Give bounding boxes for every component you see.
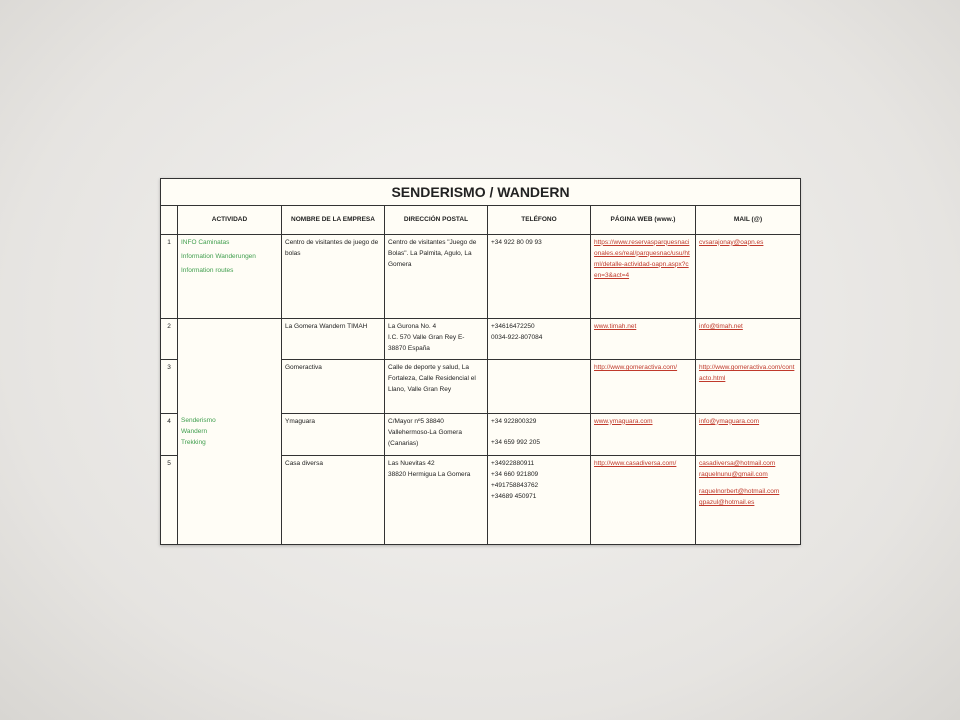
mail-link[interactable]: casadiversa@hotmail.com [699, 459, 776, 467]
header-nombre: NOMBRE DE LA EMPRESA [282, 206, 385, 234]
telefono-cell [488, 359, 591, 413]
mail-cell [696, 318, 801, 359]
actividad-cell [178, 234, 282, 318]
table-row [161, 318, 801, 359]
nombre-cell: Ymaguara [282, 413, 385, 455]
telefono-line: +34 659 992 205 [491, 438, 540, 446]
header-mail: MAIL (@) [696, 206, 801, 234]
nombre-cell: Gomeractiva [282, 359, 385, 413]
mail-link[interactable]: gpazul@hotmail.es [699, 498, 755, 506]
mail-link[interactable]: info@ymaguara.com [699, 417, 760, 425]
nombre-cell: La Gomera Wandern TIMAH [282, 318, 385, 359]
actividad-line: Senderismo [181, 416, 216, 424]
web-link[interactable]: www.ymaguara.com [594, 417, 653, 425]
actividad-line: Information routes [181, 266, 234, 274]
mail-link[interactable]: raquelnunu@gmail.com [699, 470, 768, 478]
web-cell [591, 413, 696, 455]
web-cell [591, 318, 696, 359]
telefono-line: +34 660 921809 [491, 470, 539, 478]
web-link[interactable]: http://www.gomeractiva.com/ [594, 363, 678, 371]
actividad-line: INFO Caminatas [181, 238, 230, 246]
mail-cell [696, 455, 801, 544]
telefono-line: +34616472250 [491, 322, 535, 330]
web-link[interactable]: https://www.reservasparquesnacionales.es/real/parquesnac/usu/html/detalle-actividad-oapn.aspx?cen=3&act=4 [594, 238, 690, 279]
mail-cell [696, 234, 801, 318]
row-number: 5 [161, 455, 178, 544]
header-direccion: DIRECCIÓN POSTAL [385, 206, 488, 234]
telefono-line: +491758843762 [491, 481, 539, 489]
telefono-cell [488, 413, 591, 455]
actividad-line: Trekking [181, 438, 206, 446]
mail-link[interactable]: info@timah.net [699, 322, 743, 330]
actividad-line: Information Wanderungen [181, 252, 256, 260]
mail-cell [696, 413, 801, 455]
mail-cell [696, 359, 801, 413]
direccion-cell: Centro de visitantes "Juego de Bolas". La Palmita, Agulo, La Gomera [385, 234, 488, 318]
nombre-cell: Casa diversa [282, 455, 385, 544]
web-cell [591, 359, 696, 413]
telefono-line: 0034-922-807084 [491, 333, 543, 341]
direccion-cell [385, 455, 488, 544]
direccion-line: La Gurona No. 4 [388, 322, 437, 330]
nombre-cell: Centro de visitantes de juego de bolas [282, 234, 385, 318]
mail-link[interactable]: http://www.gomeractiva.com/contacto.html [699, 363, 795, 382]
table-row [161, 234, 801, 318]
header-telefono: TELÉFONO [488, 206, 591, 234]
direccion-line: I.C. 570 Valle Gran Rey E- 38870 España [388, 333, 465, 352]
direccion-line: 38820 Hermigua La Gomera [388, 470, 471, 478]
header-web: PÁGINA WEB (www.) [591, 206, 696, 234]
direccion-cell: Calle de deporte y salud, La Fortaleza, Calle Residencial el Llano, Valle Gran Rey [385, 359, 488, 413]
telefono-cell: +34 922 80 09 93 [488, 234, 591, 318]
row-number: 3 [161, 359, 178, 413]
telefono-cell [488, 318, 591, 359]
actividad-merged-cell [178, 318, 282, 545]
actividad-line: Wandern [181, 427, 208, 435]
telefono-line: +34689 450971 [491, 492, 537, 500]
senderismo-table [160, 178, 801, 545]
telefono-line: +34 922800329 [491, 417, 537, 425]
row-number: 4 [161, 413, 178, 455]
header-actividad: ACTIVIDAD [178, 206, 282, 234]
telefono-cell [488, 455, 591, 544]
table-title: SENDERISMO / WANDERN [161, 179, 801, 206]
direccion-line: Las Nuevitas 42 [388, 459, 435, 467]
web-cell [591, 455, 696, 544]
row-number: 2 [161, 318, 178, 359]
web-link[interactable]: http://www.casadiversa.com/ [594, 459, 677, 467]
header-num [161, 206, 178, 234]
mail-link[interactable]: raquelnorbert@hotmail.com [699, 487, 780, 495]
telefono-line: +34922880911 [491, 459, 535, 467]
mail-link[interactable]: cvsarajonay@oapn.es [699, 238, 764, 246]
web-cell [591, 234, 696, 318]
direccion-cell [385, 318, 488, 359]
web-link[interactable]: www.timah.net [594, 322, 637, 330]
direccion-cell: C/Mayor nº5 38840 Vallehermoso-La Gomera (Canarias) [385, 413, 488, 455]
row-number: 1 [161, 234, 178, 318]
